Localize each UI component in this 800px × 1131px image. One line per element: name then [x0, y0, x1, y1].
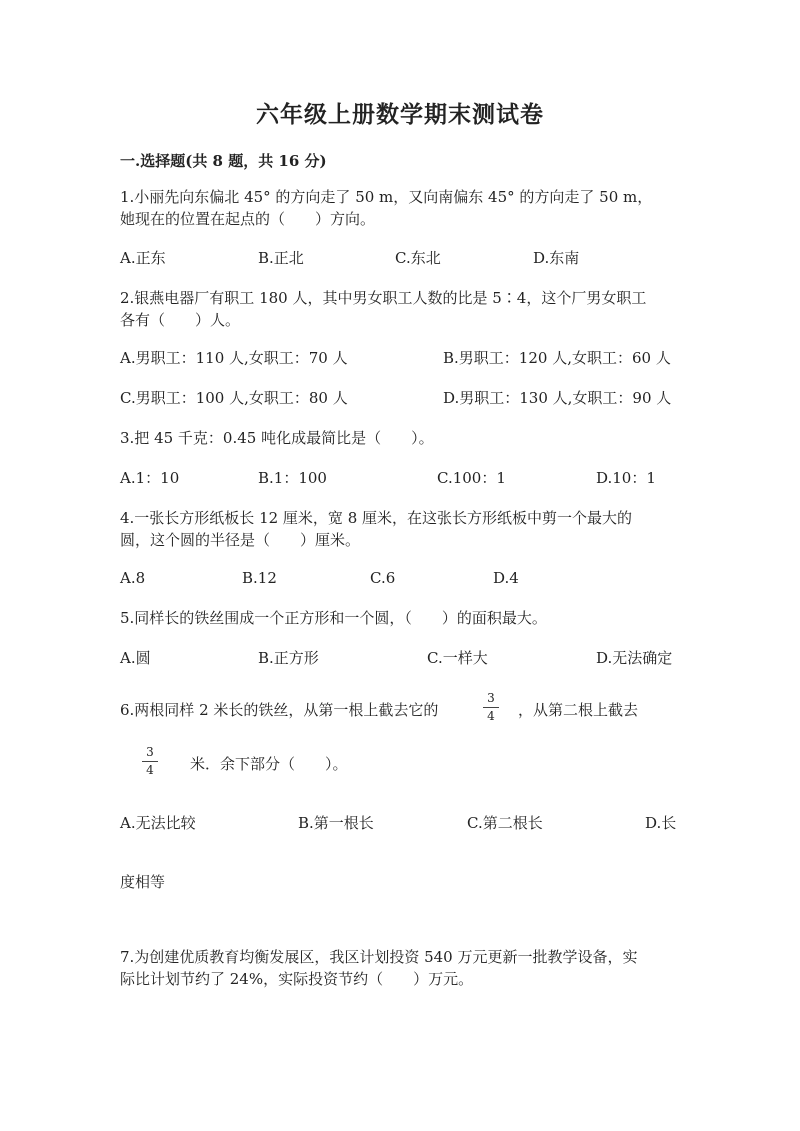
fraction-1-numerator: 3: [487, 691, 495, 705]
question-6-option-b: B.第一根长: [298, 814, 374, 832]
question-2-line-2: 各有（ ）人。: [120, 311, 241, 329]
question-5: [120, 607, 690, 629]
question-6-option-d-wrap: 度相等: [120, 873, 166, 891]
question-4-option-b: B.12: [242, 569, 277, 587]
question-3-option-b: B.1：100: [258, 469, 327, 487]
question-5-option-d: D.无法确定: [596, 649, 673, 667]
fraction-three-quarters-2: [142, 746, 158, 777]
question-1-line-1: 1.小丽先向东偏北 45° 的方向走了 50 m，又向南偏东 45° 的方向走了 50 m，: [120, 188, 653, 206]
question-1-line-2: 她现在的位置在起点的（ ）方向。: [120, 210, 376, 228]
question-5-line-1: 5.同样长的铁丝围成一个正方形和一个圆，（ ）的面积最大。: [120, 609, 547, 627]
question-2-option-c: C.男职工：100 人,女职工：80 人: [120, 389, 348, 407]
question-3-option-d: D.10：1: [596, 469, 656, 487]
question-2-line-1: 2.银燕电器厂有职工 180 人，其中男女职工人数的比是 5∶4，这个厂男女职工: [120, 289, 647, 307]
question-6-text-3: 米．余下部分（ ）。: [190, 755, 348, 773]
question-4-option-d: D.4: [493, 569, 519, 587]
fraction-2-bar: [142, 761, 158, 762]
question-3-line-1: 3.把 45 千克：0.45 吨化成最简比是（ ）。: [120, 429, 434, 447]
page-title: 六年级上册数学期末测试卷: [256, 101, 544, 128]
question-2: [120, 287, 690, 331]
question-6-text-1: 6.两根同样 2 米长的铁丝，从第一根上截去它的: [120, 701, 439, 719]
question-2-option-a: A.男职工：110 人,女职工：70 人: [120, 349, 348, 367]
question-2-option-b: B.男职工：120 人,女职工：60 人: [443, 349, 671, 367]
question-1-option-a: A.正东: [120, 249, 166, 267]
question-3: [120, 427, 690, 449]
fraction-three-quarters-1: [483, 692, 499, 723]
question-6-option-d: D.长: [645, 814, 677, 832]
question-4-line-1: 4.一张长方形纸板长 12 厘米，宽 8 厘米，在这张长方形纸板中剪一个最大的: [120, 509, 633, 527]
question-1-option-b: B.正北: [258, 249, 304, 267]
section-heading: 一.选择题(共 8 题，共 16 分): [120, 152, 327, 170]
question-3-option-a: A.1：10: [120, 469, 180, 487]
question-6-option-a: A.无法比较: [120, 814, 196, 832]
question-2-option-d: D.男职工：130 人,女职工：90 人: [443, 389, 672, 407]
fraction-1-denominator: 4: [487, 709, 495, 723]
question-5-option-a: A.圆: [120, 649, 151, 667]
question-1: [120, 186, 690, 230]
question-6-option-c: C.第二根长: [467, 814, 543, 832]
question-7: [120, 946, 690, 990]
question-1-option-c: C.东北: [395, 249, 441, 267]
fraction-2-numerator: 3: [146, 745, 154, 759]
question-6-text-2: ，从第二根上截去: [518, 701, 639, 719]
question-5-option-b: B.正方形: [258, 649, 319, 667]
question-3-option-c: C.100：1: [437, 469, 506, 487]
question-1-option-d: D.东南: [533, 249, 580, 267]
question-7-line-1: 7.为创建优质教育均衡发展区，我区计划投资 540 万元更新一批教学设备，实: [120, 948, 638, 966]
question-4-line-2: 圆，这个圆的半径是（ ）厘米。: [120, 531, 361, 549]
question-7-line-2: 际比计划节约了 24%，实际投资节约（ ）万元。: [120, 970, 474, 988]
fraction-2-denominator: 4: [146, 763, 154, 777]
question-4-option-c: C.6: [370, 569, 396, 587]
question-4: [120, 507, 690, 551]
fraction-1-bar: [483, 707, 499, 708]
question-5-option-c: C.一样大: [427, 649, 488, 667]
question-4-option-a: A.8: [120, 569, 146, 587]
